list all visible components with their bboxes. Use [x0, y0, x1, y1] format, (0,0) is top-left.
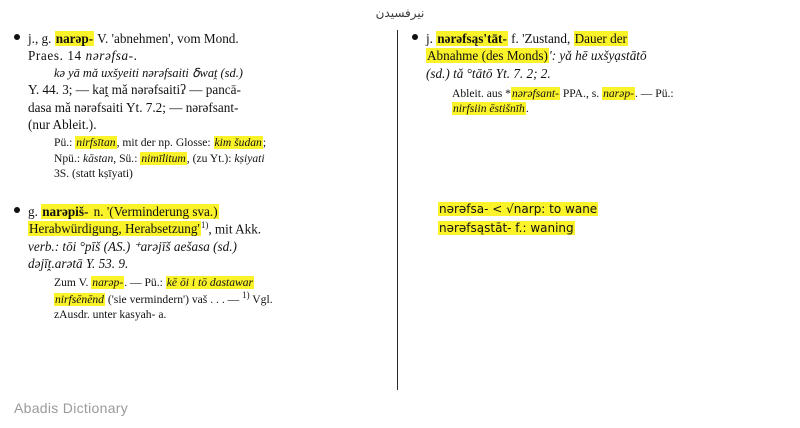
left-column: [14, 30, 386, 332]
entry-line-5: dasa mǎ nərəfsaiti Yt. 7.2; — nərəfsant-: [28, 99, 239, 115]
bullet-icon: [14, 207, 20, 213]
bullet-icon: [412, 34, 418, 40]
entry-gloss-pahlavi: Pü.: nirfsītan, mit der np. Glosse: kim šudan;: [54, 136, 267, 150]
entry-gloss-note: 3S. (statt kṣīyati): [54, 166, 133, 180]
entry-line-2: Praes. 14 nərəfsa-.: [28, 48, 138, 64]
entry-line-2: Abnahme (des Monds)': yǎ hē uxšyạstātō: [427, 48, 647, 64]
headword: nərəfsąs'tāt-: [437, 31, 507, 46]
entry-line-4: Y. 44. 3; — kaṱ mǎ nərəfsaitiʔ — pancā-: [28, 82, 241, 98]
entry-gloss-newpersian: Npü.: kāstan, Sü.: nimīlitum, (zu Yt.): kṣiyati: [54, 151, 265, 165]
entry-line-3: kə yā mǎ uxšyeiti nərəfsaiti ẟwaṱ (sd.): [54, 65, 243, 80]
annotation-note: [438, 200, 648, 237]
column-divider: [397, 30, 398, 390]
entry-line-2: Herabwürdigung, $Herabsetzung'^{1)}$, mit Akk.: [29, 220, 262, 237]
watermark-label: Abadis Dictionary: [14, 400, 129, 416]
entry-headline: j., g. narəp- V. 'abnehmen', vom Mond.: [28, 31, 239, 46]
entry-derivation: Ableit. aus *nərəfsant- PPA., s. narəp-. — Pü.:: [452, 87, 674, 101]
entry-cross-reference: zAusdr. unter kasyah- a.: [54, 307, 167, 321]
dictionary-entry-narep: [14, 30, 386, 181]
entry-headline: j. nərəfsąs'tāt- f. 'Zustand, Dauer der: [426, 31, 627, 46]
dictionary-entry-nerefsastat: [412, 30, 786, 116]
right-column: [412, 30, 786, 126]
headword: narəpiš-: [42, 203, 89, 219]
page-title: نیرفسیدن: [375, 6, 425, 20]
entry-line-3: (sd.) tǎ °tātō Yt. 7. 2; 2.: [426, 65, 551, 81]
entry-gloss-continued: nirfsēnēnd ('sie vermindern') vaš . . . — $^{1)}$ Vgl.: [55, 289, 273, 306]
note-line-1: nərəfsa- < √narp: to wane: [439, 202, 598, 216]
note-line-2: nərəfsąstāt- f.: waning: [439, 220, 574, 235]
entry-line-3: verb.: tōi °pīš (AS.) ⁺arəjīš aešasa (sd.): [28, 238, 237, 254]
entry-gloss-pahlavi: nirfsiin ēstišnīh.: [453, 102, 529, 116]
headword: narəp-: [55, 31, 94, 46]
entry-line-4: dəjīṱ.arətā Y. 53. 9.: [28, 256, 129, 272]
bullet-icon: [14, 34, 20, 40]
dictionary-entry-narepis: [14, 203, 386, 322]
entry-line-6: (nur Ableit.).: [28, 117, 97, 133]
entry-gloss-pahlavi: Zum V. narəp-. — Pü.: kē ōi i tō dastawar: [54, 275, 254, 289]
entry-headline: g. narəpiš- n. '(Verminderung sva.): [28, 203, 218, 219]
